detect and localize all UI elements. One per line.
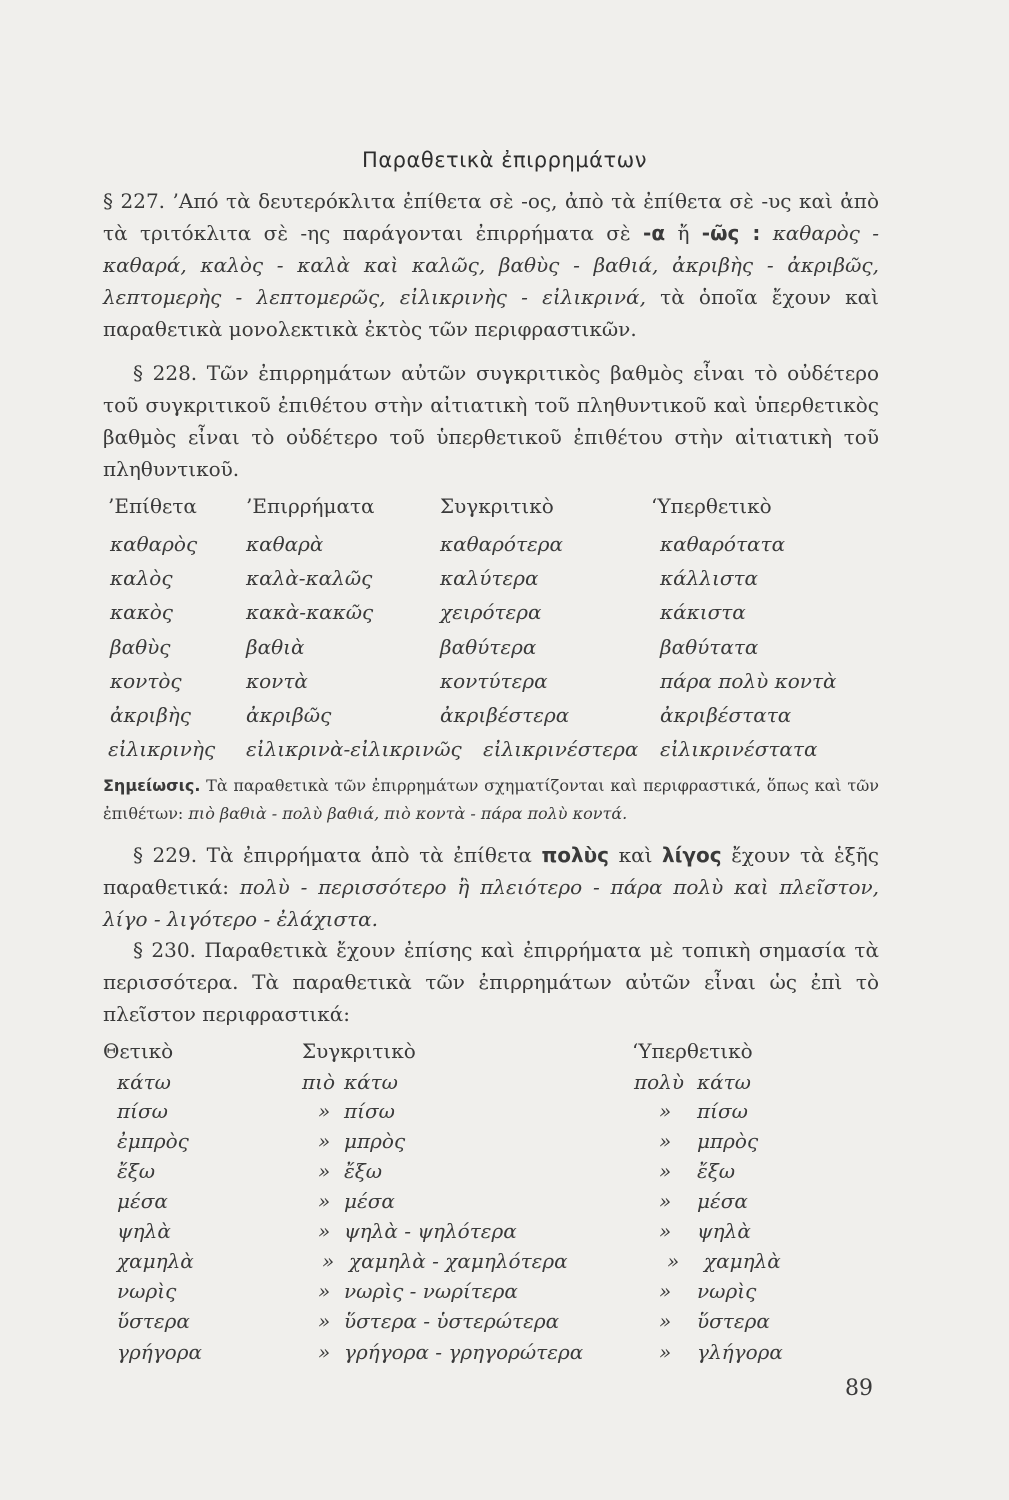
note-text: Τὰ παραθετικὰ τῶν ἐπιρρημάτων σχηματίζονται καὶ περιφραστικά, ὅπως καὶ τῶν ἐπιθέτων: — [103, 776, 880, 823]
cell-superlative: βαθύτατα — [660, 635, 759, 659]
cell-adjective: κακὸς — [110, 600, 173, 624]
cell-positive: ἐμπρὸς — [117, 1129, 189, 1153]
cell-superlative: ψηλὰ — [697, 1219, 751, 1243]
or-word: ἤ — [677, 221, 690, 245]
cell-superlative: ἀκριβέστατα — [660, 703, 792, 727]
table2-header-cell: Συγκριτικὸ — [302, 1039, 416, 1063]
note-label: Σημείωσις. — [103, 776, 201, 795]
cell-comparative: κοντύτερα — [440, 669, 548, 693]
table1-header-cell: ‘Υπερθετικὸ — [651, 494, 772, 518]
section-title: Παραθετικὰ ἐπιρρημάτων — [362, 148, 647, 172]
cell-comparative: ὕστερα - ὑστερώτερα — [344, 1309, 560, 1333]
table-row — [0, 1309, 1009, 1339]
cell-superlative: κάλλιστα — [660, 566, 759, 590]
note-remark — [103, 772, 879, 828]
and-word: καὶ — [618, 843, 653, 867]
cell-superlative: ὕστερα — [697, 1309, 770, 1333]
table-row — [0, 635, 1009, 665]
cell-positive: ψηλὰ — [117, 1219, 171, 1243]
cell-positive: κάτω — [117, 1070, 171, 1094]
cell-super-marker: » — [659, 1189, 672, 1213]
cell-superlative: πάρα πολὺ κοντὰ — [660, 669, 837, 693]
cell-super-marker: » — [659, 1219, 672, 1243]
cell-super-marker: » — [659, 1279, 672, 1303]
cell-super-marker: » — [659, 1309, 672, 1333]
cell-positive: νωρὶς — [117, 1279, 177, 1303]
cell-comparative: πίσω — [344, 1099, 395, 1123]
paragraph-229 — [103, 839, 879, 935]
cell-adjective: κοντὸς — [110, 669, 182, 693]
cell-comparative: κάτω — [344, 1070, 398, 1094]
cell-comparative: μπρὸς — [344, 1129, 406, 1153]
cell-comparative: εἰλικρινέστερα — [483, 737, 639, 761]
table-row — [0, 1340, 1009, 1370]
table-row — [0, 737, 1009, 767]
cell-comp-marker: » — [318, 1189, 331, 1213]
cell-comp-marker: » — [318, 1099, 331, 1123]
p229-mid: ἔχουν τὰ ἑξῆς παραθετικά: — [103, 843, 879, 899]
cell-comparative: βαθύτερα — [440, 635, 537, 659]
table-row — [0, 532, 1009, 562]
cell-adjective: εἰλικρινὴς — [108, 737, 216, 761]
cell-positive: ὕστερα — [117, 1309, 190, 1333]
p230-text: § 230. Παραθετικὰ ἔχουν ἐπίσης καὶ ἐπιρρήματα μὲ τοπικὴ σημασία τὰ περισσότερα. Τὰ παραθετικὰ τῶν ἐπιρρημάτων αὐτῶν εἶναι ὡς ἐπὶ τὸ πλεῖστον περιφραστικά: — [103, 938, 879, 1026]
table-row — [0, 669, 1009, 699]
cell-superlative: καθαρότατα — [660, 532, 786, 556]
cell-comparative: μέσα — [344, 1189, 395, 1213]
cell-super-marker: » — [667, 1249, 680, 1273]
cell-comp-marker: » — [318, 1309, 331, 1333]
p227-examples: καθαρὸς - καθαρά, καλὸς - καλὰ καὶ καλῶς, βαθὺς - βαθιά, ἀκριβὴς - ἀκριβῶς, λεπτομερὴς - λεπτομερῶς, εἰλικρινὴς - εἰλικρινά, — [103, 221, 879, 309]
cell-adverb: εἰλικρινὰ-εἰλικρινῶς — [246, 737, 462, 761]
cell-comp-marker: » — [318, 1279, 331, 1303]
cell-superlative: γλήγορα — [697, 1340, 783, 1364]
cell-comparative: καθαρότερα — [440, 532, 564, 556]
cell-comparative: ἀκριβέστερα — [440, 703, 570, 727]
suffix-os: -ῶς : — [701, 221, 761, 245]
table-row — [0, 1129, 1009, 1159]
table-row — [0, 703, 1009, 733]
table-row — [0, 600, 1009, 630]
cell-adverb: ἀκριβῶς — [246, 703, 332, 727]
cell-superlative: χαμηλὰ — [704, 1249, 781, 1273]
table1-header — [0, 494, 1009, 524]
p228-text: § 228. Τῶν ἐπιρρημάτων αὐτῶν συγκριτικὸς βαθμὸς εἶναι τὸ οὐδέτερο τοῦ συγκριτικοῦ ἐπιθέτου στὴν αἰτιατικὴ τοῦ πληθυντικοῦ καὶ ὑπερθετικὸς βαθμὸς εἶναι τὸ οὐδέτερο τοῦ ὑπερθετικοῦ ἐπιθέτου στὴν αἰτιατικὴ τοῦ πληθυντικοῦ. — [103, 361, 879, 481]
cell-adverb: βαθιὰ — [246, 635, 305, 659]
cell-comp-marker: » — [318, 1219, 331, 1243]
cell-superlative: κάτω — [697, 1070, 751, 1094]
page-number: 89 — [845, 1376, 873, 1401]
cell-comparative: ἔξω — [344, 1159, 383, 1183]
cell-superlative: ἔξω — [697, 1159, 736, 1183]
cell-comparative: χαμηλὰ - χαμηλότερα — [349, 1249, 568, 1273]
cell-adjective: καλὸς — [110, 566, 173, 590]
table-row — [0, 1249, 1009, 1279]
table1-header-cell: Συγκριτικὸ — [440, 494, 554, 518]
paragraph-230 — [103, 934, 879, 1030]
cell-comparative: ψηλὰ - ψηλότερα — [344, 1219, 517, 1243]
word-ligos: λίγος — [661, 843, 722, 867]
p229-lead: § 229. Τὰ ἐπιρρήματα ἀπὸ τὰ ἐπίθετα — [133, 843, 532, 867]
cell-adverb: καθαρὰ — [246, 532, 324, 556]
cell-comp-marker: » — [318, 1340, 331, 1364]
cell-comparative: νωρὶς - νωρίτερα — [344, 1279, 518, 1303]
table-row — [0, 1099, 1009, 1129]
cell-super-marker: » — [659, 1129, 672, 1153]
table2-header-cell: ‘Υπερθετικὸ — [632, 1039, 753, 1063]
cell-super-marker: » — [659, 1159, 672, 1183]
cell-adverb: κοντὰ — [246, 669, 308, 693]
table1-header-cell: ’Επίθετα — [108, 494, 197, 518]
table1-header-cell: ’Επιρρήματα — [246, 494, 375, 518]
table2-header-cell: Θετικὸ — [103, 1039, 174, 1063]
cell-comparative: χειρότερα — [440, 600, 542, 624]
cell-comp-marker: πιὸ — [302, 1070, 336, 1094]
cell-comparative: γρήγορα - γρηγορώτερα — [344, 1340, 584, 1364]
cell-adjective: ἀκριβὴς — [110, 703, 191, 727]
cell-comp-marker: » — [318, 1129, 331, 1153]
table2-header — [0, 1039, 1009, 1069]
cell-adjective: καθαρὸς — [110, 532, 198, 556]
paragraph-228 — [103, 357, 879, 485]
cell-superlative: εἰλικρινέστατα — [660, 737, 818, 761]
suffix-a: -α — [643, 221, 666, 245]
word-polys: πολὺς — [541, 843, 610, 867]
cell-positive: μέσα — [117, 1189, 168, 1213]
cell-positive: πίσω — [117, 1099, 168, 1123]
cell-superlative: κάκιστα — [660, 600, 746, 624]
cell-positive: ἔξω — [117, 1159, 156, 1183]
table-row — [0, 566, 1009, 596]
p227-tail: τὰ ὁποῖα ἔχουν καὶ παραθετικὰ μονολεκτικὰ ἐκτὸς τῶν περιφραστικῶν. — [103, 285, 879, 341]
cell-adverb: καλὰ-καλῶς — [246, 566, 373, 590]
cell-adverb: κακὰ-κακῶς — [246, 600, 374, 624]
p227-lead: § 227. ’Από τὰ δευτερόκλιτα ἐπίθετα σὲ -ος, ἀπὸ τὰ ἐπίθετα σὲ -υς καὶ ἀπὸ τὰ τριτόκλιτα σὲ -ης παράγονται ἐπιρρήματα σὲ — [103, 189, 879, 245]
cell-adjective: βαθὺς — [110, 635, 171, 659]
table-row — [0, 1219, 1009, 1249]
cell-superlative: νωρὶς — [697, 1279, 757, 1303]
cell-super-marker: πολὺ — [634, 1070, 685, 1094]
table-row — [0, 1189, 1009, 1219]
cell-positive: χαμηλὰ — [117, 1249, 194, 1273]
table-row — [0, 1279, 1009, 1309]
cell-positive: γρήγορα — [117, 1340, 202, 1364]
cell-superlative: μπρὸς — [697, 1129, 759, 1153]
cell-comp-marker: » — [318, 1159, 331, 1183]
note-examples: πιὸ βαθιὰ - πολὺ βαθιά, πιὸ κοντὰ - πάρα πολὺ κοντά. — [188, 804, 628, 823]
paragraph-227 — [103, 185, 879, 345]
cell-comp-marker: » — [322, 1249, 335, 1273]
cell-superlative: μέσα — [697, 1189, 748, 1213]
cell-super-marker: » — [659, 1099, 672, 1123]
table-row — [0, 1070, 1009, 1100]
cell-super-marker: » — [659, 1340, 672, 1364]
cell-comparative: καλύτερα — [440, 566, 539, 590]
cell-superlative: πίσω — [697, 1099, 748, 1123]
p229-examples: πολὺ - περισσότερο ἢ πλειότερο - πάρα πολὺ καὶ πλεῖστον, λίγο - λιγότερο - ἐλάχιστα. — [103, 875, 880, 931]
table-row — [0, 1159, 1009, 1189]
